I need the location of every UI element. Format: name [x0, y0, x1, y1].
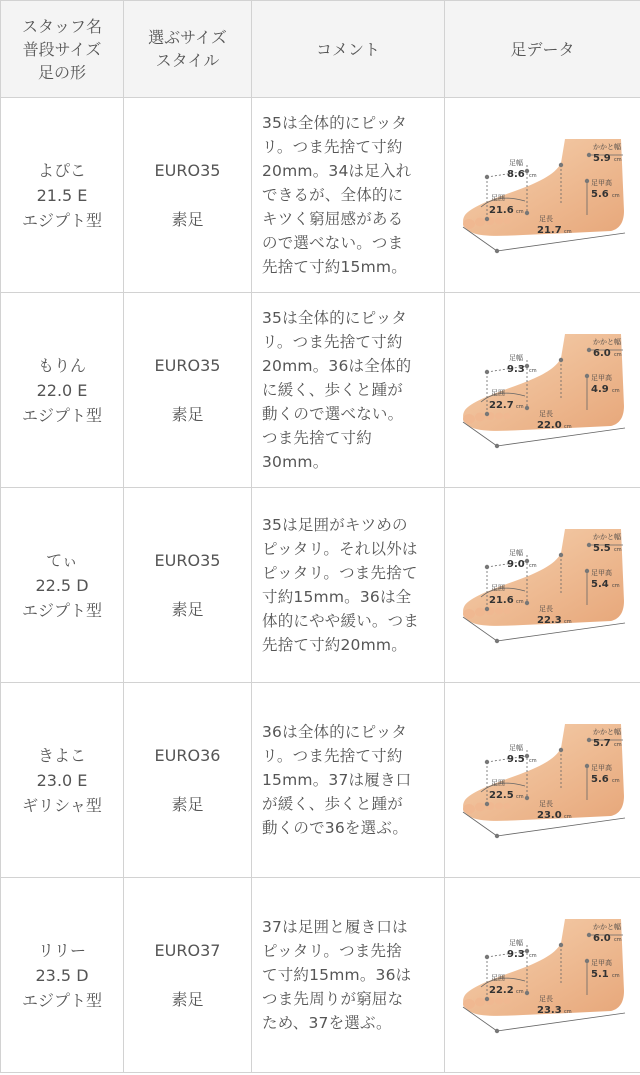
- girth-value: 21.6: [488, 205, 514, 216]
- comment-cell: [252, 878, 445, 1073]
- heel-unit: cm: [613, 742, 622, 748]
- usual-size: 21.5 E: [36, 185, 88, 205]
- foot-data-cell: [445, 683, 640, 878]
- comment-cell: [252, 98, 445, 293]
- instep-label: 足甲高: [590, 374, 612, 382]
- heel-value: 6.0: [592, 348, 611, 359]
- size-cell: [124, 878, 252, 1073]
- foot-data-cell: [445, 293, 640, 488]
- comment-line: 35は足囲がキツめの: [262, 516, 408, 534]
- girth-value: 21.6: [488, 595, 514, 606]
- staff-name: てぃ: [46, 550, 78, 570]
- table-row-1: [1, 98, 640, 293]
- heel-value: 6.0: [592, 933, 611, 944]
- staff-name: リリー: [37, 940, 86, 960]
- comment-line: 15mm。37は履き口: [262, 771, 412, 789]
- width-label: 足幅: [508, 744, 523, 752]
- staff-cell: [1, 878, 124, 1073]
- width-label: 足幅: [508, 939, 523, 947]
- table-row-4: [1, 683, 640, 878]
- comment-line: 先捨て寸約15mm。: [262, 258, 407, 276]
- foot-diagram: [453, 135, 633, 255]
- staff-cell: [1, 488, 124, 683]
- girth-label: 足囲: [490, 389, 505, 397]
- foot-shape: エジプト型: [21, 210, 102, 230]
- header-staff: スタッフ名 普段サイズ 足の形: [1, 1, 124, 98]
- usual-size: 23.5 D: [35, 965, 89, 985]
- foot-diagram: [453, 720, 633, 840]
- width-value: 9.5: [506, 754, 525, 765]
- chosen-size: EURO36: [154, 746, 221, 765]
- instep-label: 足甲高: [590, 959, 612, 967]
- girth-unit: cm: [515, 599, 524, 605]
- style: 素足: [171, 210, 204, 229]
- instep-unit: cm: [611, 193, 620, 199]
- length-value: 23.0: [536, 810, 562, 821]
- comment-line: 寸約15mm。36は全: [262, 588, 412, 606]
- length-label: 足長: [538, 605, 553, 613]
- heel-label: かかと幅: [592, 338, 621, 346]
- comment-line: リ。つま先捨て寸約: [262, 138, 403, 156]
- length-value: 22.0: [536, 420, 562, 431]
- comment-line: ため、37を選ぶ。: [262, 1014, 392, 1032]
- heel-unit: cm: [613, 547, 622, 553]
- girth-label: 足囲: [490, 779, 505, 787]
- style: 素足: [171, 990, 204, 1009]
- instep-label: 足甲高: [590, 764, 612, 772]
- comment-line: リ。つま先捨て寸約: [262, 333, 403, 351]
- instep-unit: cm: [611, 388, 620, 394]
- width-label: 足幅: [508, 159, 523, 167]
- width-unit: cm: [528, 563, 537, 569]
- staff-name: よぴこ: [37, 160, 86, 180]
- comment-line: 35は全体的にピッタ: [262, 114, 408, 132]
- foot-shape: エジプト型: [21, 405, 102, 425]
- length-unit: cm: [563, 424, 572, 430]
- usual-size: 22.0 E: [36, 380, 88, 400]
- girth-label: 足囲: [490, 974, 505, 982]
- comment-line: が緩く、歩くと踵が: [262, 795, 403, 813]
- width-label: 足幅: [508, 354, 523, 362]
- comment-cell: [252, 683, 445, 878]
- header-size: 選ぶサイズ スタイル: [124, 1, 252, 98]
- table-row-3: [1, 488, 640, 683]
- girth-value: 22.7: [488, 400, 514, 411]
- length-unit: cm: [563, 814, 572, 820]
- instep-label: 足甲高: [590, 179, 612, 187]
- length-label: 足長: [538, 995, 553, 1003]
- staff-name: きよこ: [37, 745, 86, 765]
- comment-line: 動くので選べない。: [262, 405, 404, 423]
- length-unit: cm: [563, 1009, 572, 1015]
- girth-unit: cm: [515, 989, 524, 995]
- comment-line: ピッタリ。つま先捨て: [262, 564, 418, 582]
- instep-label: 足甲高: [590, 569, 612, 577]
- usual-size: 22.5 D: [35, 575, 89, 595]
- foot-diagram: [453, 525, 633, 645]
- comment-line: キツく窮屈感がある: [262, 210, 404, 228]
- staff-cell: [1, 293, 124, 488]
- length-unit: cm: [563, 229, 572, 235]
- comment-line: できるが、全体的に: [262, 186, 404, 204]
- width-value: 8.6: [506, 169, 525, 180]
- table-row-5: [1, 878, 640, 1073]
- comment-line: 動くので36を選ぶ。: [262, 819, 409, 837]
- length-value: 21.7: [536, 225, 562, 236]
- heel-unit: cm: [613, 352, 622, 358]
- instep-value: 5.4: [590, 579, 609, 590]
- comment-line: リ。つま先捨て寸約: [262, 747, 403, 765]
- foot-data-cell: [445, 878, 640, 1073]
- width-value: 9.3: [506, 949, 525, 960]
- foot-diagram: [453, 330, 633, 450]
- comment-cell: [252, 293, 445, 488]
- girth-unit: cm: [515, 794, 524, 800]
- girth-unit: cm: [515, 209, 524, 215]
- length-label: 足長: [538, 800, 553, 808]
- staff-cell: [1, 683, 124, 878]
- width-unit: cm: [528, 173, 537, 179]
- comment-cell: [252, 488, 445, 683]
- header-foot-data: 足データ: [445, 1, 640, 98]
- foot-data-cell: [445, 98, 640, 293]
- comment-line: 30mm。: [262, 453, 329, 471]
- foot-shape: エジプト型: [21, 990, 102, 1010]
- comment-line: ピッタリ。それ以外は: [262, 540, 418, 558]
- heel-label: かかと幅: [592, 533, 621, 541]
- foot-shape: エジプト型: [21, 600, 102, 620]
- heel-label: かかと幅: [592, 728, 621, 736]
- comment-line: 先捨て寸約20mm。: [262, 636, 407, 654]
- heel-value: 5.9: [592, 153, 611, 164]
- instep-unit: cm: [611, 778, 620, 784]
- size-cell: [124, 488, 252, 683]
- size-cell: [124, 293, 252, 488]
- width-label: 足幅: [508, 549, 523, 557]
- staff-name: もりん: [37, 355, 86, 375]
- girth-value: 22.2: [488, 985, 514, 996]
- size-cell: [124, 98, 252, 293]
- comment-line: 20mm。36は全体的: [262, 357, 412, 375]
- foot-shape: ギリシャ型: [22, 795, 102, 815]
- heel-unit: cm: [613, 157, 622, 163]
- instep-value: 4.9: [590, 384, 609, 395]
- girth-label: 足囲: [490, 584, 505, 592]
- instep-value: 5.6: [590, 189, 609, 200]
- size-cell: [124, 683, 252, 878]
- comment-line: 36は全体的にピッタ: [262, 723, 408, 741]
- heel-unit: cm: [613, 937, 622, 943]
- style: 素足: [171, 795, 204, 814]
- usual-size: 23.0 E: [36, 770, 88, 790]
- instep-value: 5.1: [590, 969, 609, 980]
- width-unit: cm: [528, 953, 537, 959]
- comment-line: 体的にやや緩い。つま: [262, 612, 420, 630]
- length-value: 22.3: [536, 615, 562, 626]
- width-value: 9.0: [506, 559, 525, 570]
- girth-value: 22.5: [488, 790, 514, 801]
- length-value: 23.3: [536, 1005, 562, 1016]
- foot-data-cell: [445, 488, 640, 683]
- width-value: 9.3: [506, 364, 525, 375]
- style: 素足: [171, 405, 204, 424]
- header-row: [1, 1, 640, 98]
- table-row-2: [1, 293, 640, 488]
- width-unit: cm: [528, 758, 537, 764]
- instep-value: 5.6: [590, 774, 609, 785]
- instep-unit: cm: [611, 583, 620, 589]
- foot-diagram: [453, 915, 633, 1035]
- girth-unit: cm: [515, 404, 524, 410]
- chosen-size: EURO35: [154, 356, 221, 375]
- girth-label: 足囲: [490, 194, 505, 202]
- heel-label: かかと幅: [592, 923, 621, 931]
- heel-label: かかと幅: [592, 143, 621, 151]
- comment-line: に緩く、歩くと踵が: [262, 381, 403, 399]
- width-unit: cm: [528, 368, 537, 374]
- staff-cell: [1, 98, 124, 293]
- chosen-size: EURO37: [154, 941, 221, 960]
- comment-line: て寸約15mm。36は: [262, 966, 412, 984]
- comment-line: 20mm。34は足入れ: [262, 162, 412, 180]
- comment-line: ピッタリ。つま先捨: [262, 942, 402, 960]
- length-unit: cm: [563, 619, 572, 625]
- length-label: 足長: [538, 410, 553, 418]
- comment-line: つま先捨て寸約: [262, 429, 372, 447]
- heel-value: 5.5: [592, 543, 611, 554]
- chosen-size: EURO35: [154, 161, 221, 180]
- header-comment: コメント: [252, 1, 445, 98]
- comment-line: ので選べない。つま: [262, 234, 404, 252]
- style: 素足: [171, 600, 204, 619]
- length-label: 足長: [538, 215, 553, 223]
- comment-line: 37は足囲と履き口は: [262, 918, 408, 936]
- comment-line: 35は全体的にピッタ: [262, 309, 408, 327]
- chosen-size: EURO35: [154, 551, 221, 570]
- heel-value: 5.7: [592, 738, 611, 749]
- instep-unit: cm: [611, 973, 620, 979]
- comment-line: つま先周りが窮屈な: [262, 990, 404, 1008]
